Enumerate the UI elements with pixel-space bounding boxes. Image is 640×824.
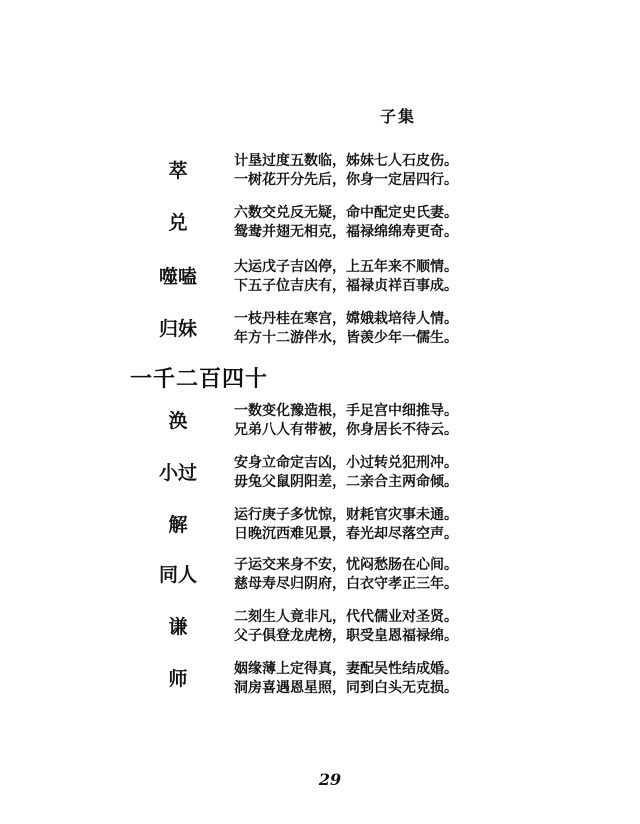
hexagram-name: 归妹 <box>158 318 197 340</box>
verse-line-1: 一数变化豫造根，手足宫中细推导。 <box>234 403 458 419</box>
verse-entry <box>0 204 640 244</box>
verse-line-2: 年方十二游伴水，皆羡少年一儒生。 <box>234 330 458 346</box>
hexagram-name: 兑 <box>168 212 188 234</box>
verse-entry <box>0 608 640 648</box>
verse-line-2: 慈母寿尽归阴府，白衣守孝正三年。 <box>234 576 458 592</box>
verse-line-1: 二刻生人竟非凡，代代儒业对圣贤。 <box>234 609 458 625</box>
verse-entry <box>0 402 640 442</box>
verse-line-2: 兄弟八人有带被，你身居长不待云。 <box>234 422 458 438</box>
hexagram-name: 同人 <box>158 564 197 586</box>
verse-entry <box>0 152 640 192</box>
page-header-title: 子集 <box>380 107 417 126</box>
verse-line-1: 姻缘薄上定得真，妻配吴性结成婚。 <box>234 661 458 677</box>
hexagram-name: 噬嗑 <box>158 266 197 288</box>
hexagram-name: 萃 <box>168 160 188 182</box>
verse-line-1: 计垦过度五数临，姊妹七人石皮伤。 <box>234 153 458 169</box>
verse-entry <box>0 454 640 494</box>
verse-entry <box>0 258 640 298</box>
verse-line-1: 一枝丹桂在寒宫，嫦娥栽培待人情。 <box>234 311 458 327</box>
verse-line-1: 安身立命定吉凶，小过转兑犯刑冲。 <box>234 455 458 471</box>
verse-line-1: 子运交来身不安，忧闷愁肠在心间。 <box>234 557 458 573</box>
verse-line-2: 父子俱登龙虎榜，职受皇恩福禄绵。 <box>234 628 458 644</box>
page-number: 29 <box>318 770 342 789</box>
verse-line-1: 大运戊子吉凶停，上五年来不顺情。 <box>234 259 458 275</box>
verse-line-1: 运行庚子多忧惊，财耗官灾事未通。 <box>234 507 458 523</box>
verse-line-2: 鸳鸯并翅无相克，福禄绵绵寿更奇。 <box>234 224 458 240</box>
hexagram-name: 谦 <box>168 616 188 638</box>
verse-entry <box>0 310 640 350</box>
verse-entry <box>0 660 640 700</box>
verse-line-2: 毋兔父鼠阴阳差，二亲合主两命倾。 <box>234 474 458 490</box>
hexagram-name: 师 <box>168 668 188 690</box>
verse-entry <box>0 556 640 596</box>
verse-line-2: 洞房喜遇恩星照，同到白头无克损。 <box>234 680 458 696</box>
hexagram-name: 解 <box>168 514 188 536</box>
hexagram-name: 小过 <box>158 462 197 484</box>
verse-line-1: 六数交兑反无疑，命中配定史氏妻。 <box>234 205 458 221</box>
verse-line-2: 下五子位吉庆有，福禄贞祥百事成。 <box>234 278 458 294</box>
section-number-title: 一千二百四十 <box>130 366 269 392</box>
verse-entry <box>0 506 640 546</box>
verse-line-2: 日晚沉西难见景，春光却尽落空声。 <box>234 526 458 542</box>
hexagram-name: 涣 <box>168 410 188 432</box>
verse-line-2: 一树花开分先后，你身一定居四行。 <box>234 172 458 188</box>
